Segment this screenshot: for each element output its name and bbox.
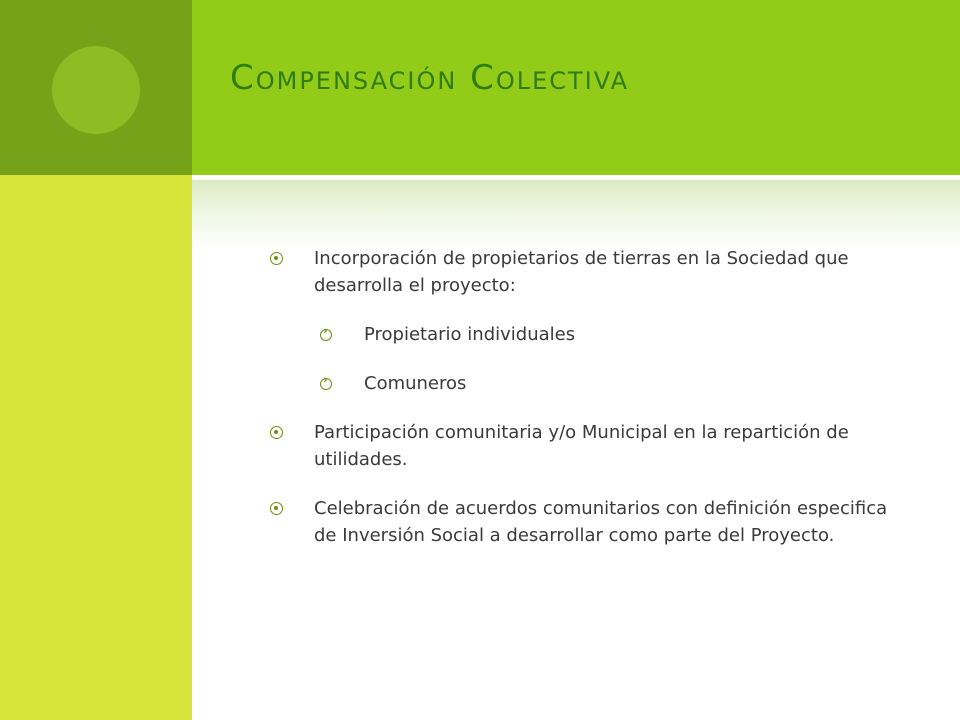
bullet-text: Incorporación de propietarios de tierras en la Sociedad que desarrolla el proyecto: bbox=[314, 248, 849, 296]
left-sidebar-band bbox=[0, 175, 192, 720]
sub-bullet-icon bbox=[320, 378, 332, 390]
bullet-icon bbox=[270, 426, 283, 439]
bullet-item bbox=[270, 419, 890, 473]
bullet-text: Comuneros bbox=[364, 373, 467, 394]
bullet-text: Participación comunitaria y/o Municipal en la repartición de utilidades. bbox=[314, 422, 849, 470]
sub-bullet-item bbox=[270, 370, 890, 397]
header-gradient bbox=[192, 180, 960, 250]
bullet-icon bbox=[270, 502, 283, 515]
bullet-item bbox=[270, 245, 890, 299]
slide-title: Compensación Colectiva bbox=[230, 58, 630, 98]
decorative-circle bbox=[52, 46, 140, 134]
bullet-text: Celebración de acuerdos comunitarios con definición especifica de Inversión Social a desarrollar como parte del Proyecto. bbox=[314, 498, 888, 546]
bullet-list bbox=[270, 245, 890, 571]
sub-bullet-item bbox=[270, 321, 890, 348]
sub-bullet-icon bbox=[320, 329, 332, 341]
corner-block bbox=[0, 0, 192, 175]
bullet-item bbox=[270, 495, 890, 549]
bullet-text: Propietario individuales bbox=[364, 324, 576, 345]
bullet-icon bbox=[270, 252, 283, 265]
